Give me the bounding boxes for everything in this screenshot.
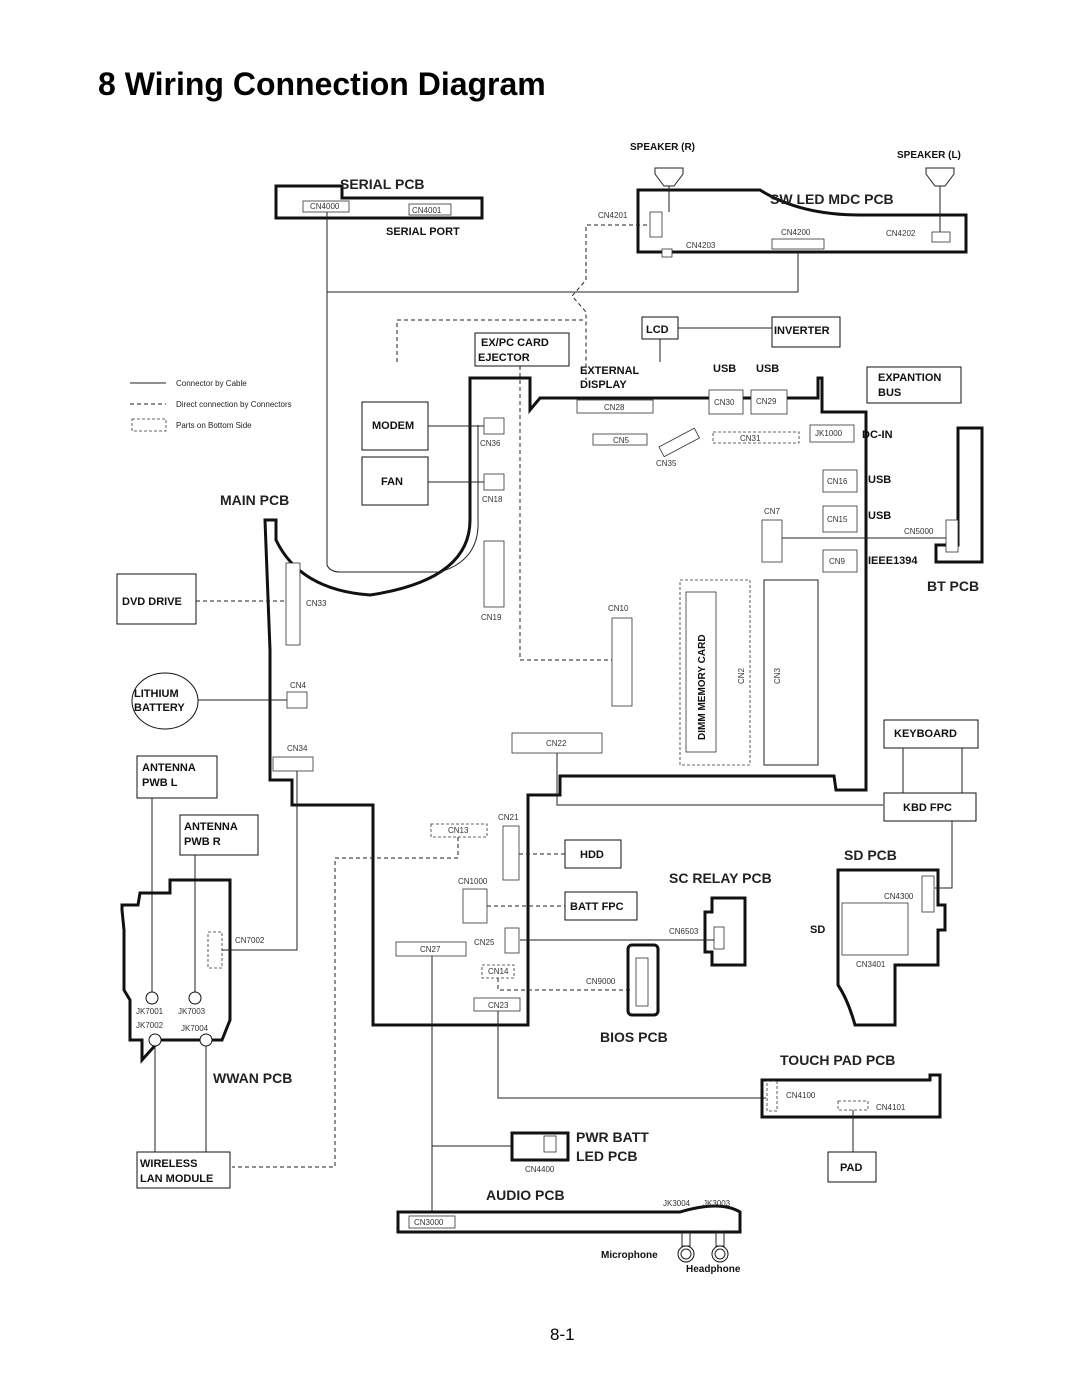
cn4200-box	[772, 239, 824, 249]
headphone-jack-stem	[716, 1232, 724, 1246]
jk7003-label: JK7003	[178, 1007, 206, 1016]
speaker-r-label: SPEAKER (R)	[630, 142, 696, 153]
cn28-label: CN28	[604, 403, 625, 412]
cn14-label: CN14	[488, 967, 509, 976]
inverter-label: INVERTER	[774, 325, 830, 337]
cn4202-label: CN4202	[886, 229, 916, 238]
cn22-label: CN22	[546, 739, 567, 748]
lithium-label-1: LITHIUM	[134, 688, 179, 700]
cn4300-box	[922, 876, 934, 912]
cn4100-box	[767, 1081, 777, 1111]
mic-jack-stem	[682, 1232, 690, 1246]
cn7002-cn34-wire	[222, 771, 297, 950]
usb3-label: USB	[868, 474, 892, 486]
main-pcb-label: MAIN PCB	[220, 492, 290, 508]
jk7003-icon	[189, 992, 201, 1004]
jk7002-icon	[149, 1034, 161, 1046]
cn36-box	[484, 418, 504, 434]
cn6503-label: CN6503	[669, 927, 699, 936]
cn19-label: CN19	[481, 613, 502, 622]
cn1000-box	[463, 889, 487, 923]
cn4-label: CN4	[290, 681, 307, 690]
cn4201-dashed-route	[572, 225, 647, 380]
sc-relay-label: SC RELAY PCB	[669, 870, 772, 886]
cn4203-label: CN4203	[686, 241, 716, 250]
cn10-label: CN10	[608, 604, 629, 613]
external-label-1: EXTERNAL	[580, 365, 640, 377]
antenna-r-label-2: PWB R	[184, 836, 221, 848]
cn6503-box	[714, 927, 724, 949]
cn4400-label: CN4400	[525, 1165, 555, 1174]
dcin-label: DC-IN	[862, 429, 893, 441]
cn30-label: CN30	[714, 398, 735, 407]
cn23-label: CN23	[488, 1001, 509, 1010]
serial-pcb-label: SERIAL PCB	[340, 176, 425, 192]
cn4-box	[287, 692, 307, 708]
cn5000-label: CN5000	[904, 527, 934, 536]
cn4200-label: CN4200	[781, 228, 811, 237]
cn35-box	[659, 428, 699, 456]
audio-pcb-label: AUDIO PCB	[486, 1187, 565, 1203]
antenna-l-label-2: PWB L	[142, 777, 178, 789]
antenna-r-label-1: ANTENNA	[184, 821, 238, 833]
expc-label-1: EX/PC CARD	[481, 337, 549, 349]
main-pcb-board	[265, 378, 866, 1025]
expantion-label-1: EXPANTION	[878, 372, 942, 384]
cn18-box	[484, 474, 504, 490]
pwr-batt-label-2: LED PCB	[576, 1148, 638, 1164]
hdd-label: HDD	[580, 849, 604, 861]
usb4-label: USB	[868, 510, 892, 522]
headphone-label: Headphone	[686, 1264, 741, 1275]
pwr-batt-led-board	[512, 1133, 568, 1160]
cn7002-box	[208, 932, 222, 968]
bt-pcb-board	[936, 428, 982, 562]
cn34-label: CN34	[287, 744, 308, 753]
cn4400-box	[544, 1136, 556, 1152]
headphone-jack-icon	[712, 1246, 728, 1262]
jk7001-icon	[146, 992, 158, 1004]
jk3003-label: JK3003	[703, 1199, 731, 1208]
sd-slot	[842, 903, 908, 955]
cn27-label: CN27	[420, 945, 441, 954]
cn10-box	[612, 618, 632, 706]
cn9000-box	[636, 958, 648, 1006]
sd-pcb-label: SD PCB	[844, 847, 897, 863]
cn9-label: CN9	[829, 557, 846, 566]
legend-direct-text: Direct connection by Connectors	[176, 400, 292, 409]
usb2-label: USB	[756, 363, 780, 375]
wireless-label-1: WIRELESS	[140, 1158, 198, 1170]
cn18-label: CN18	[482, 495, 503, 504]
expc-label-2: EJECTOR	[478, 352, 530, 364]
cn3-label: CN3	[773, 667, 782, 684]
legend	[130, 379, 292, 431]
expantion-label-2: BUS	[878, 387, 902, 399]
cn31-label: CN31	[740, 434, 761, 443]
jk7004-icon	[200, 1034, 212, 1046]
touch-pad-label: TOUCH PAD PCB	[780, 1052, 896, 1068]
cn35-label: CN35	[656, 459, 677, 468]
jk7004-label: JK7004	[181, 1024, 209, 1033]
lithium-label-2: BATTERY	[134, 702, 185, 714]
cn34-box	[273, 757, 313, 771]
jk3004-label: JK3004	[663, 1199, 691, 1208]
dvd-drive-label: DVD DRIVE	[122, 596, 182, 608]
wireless-label-2: LAN MODULE	[140, 1173, 214, 1185]
speaker-r-icon	[655, 168, 683, 186]
cn7-label: CN7	[764, 507, 781, 516]
kbd-fpc-label: KBD FPC	[903, 802, 952, 814]
cn7-box	[762, 520, 782, 562]
sw-led-mdc-label: SW LED MDC PCB	[770, 191, 894, 207]
jk7001-label: JK7001	[136, 1007, 164, 1016]
speaker-l-label: SPEAKER (L)	[897, 150, 961, 161]
modem-label: MODEM	[372, 420, 415, 432]
microphone-jack-icon	[678, 1246, 694, 1262]
keyboard-label: KEYBOARD	[894, 728, 957, 740]
batt-fpc-label: BATT FPC	[570, 901, 624, 913]
legend-cable-text: Connector by Cable	[176, 379, 247, 388]
cn3000-label: CN3000	[414, 1218, 444, 1227]
sd-label: SD	[810, 924, 826, 936]
serial-pcb	[276, 176, 482, 238]
main-pcb	[220, 378, 866, 1025]
bt-pcb-label: BT PCB	[927, 578, 980, 594]
wwan-pcb-label: WWAN PCB	[213, 1070, 293, 1086]
legend-bottom-box	[132, 419, 166, 431]
sw-led-mdc-pcb	[598, 142, 966, 257]
cn4203-box	[662, 249, 672, 257]
cn25-box	[505, 928, 519, 953]
cn16-label: CN16	[827, 477, 848, 486]
cn4101-box	[838, 1101, 868, 1110]
cn4000-label: CN4000	[310, 202, 340, 211]
bios-pcb-label: BIOS PCB	[600, 1029, 668, 1045]
lcd-label: LCD	[646, 324, 669, 336]
cn29-label: CN29	[756, 397, 777, 406]
microphone-label: Microphone	[601, 1250, 658, 1261]
serial-port-label: SERIAL PORT	[386, 226, 460, 238]
cn5-label: CN5	[613, 436, 630, 445]
cn9000-label: CN9000	[586, 977, 616, 986]
pwr-batt-label-1: PWR BATT	[576, 1129, 649, 1145]
cn21-box	[503, 826, 519, 880]
cn4101-label: CN4101	[876, 1103, 906, 1112]
cn4100-label: CN4100	[786, 1091, 816, 1100]
cn4201-box	[650, 212, 662, 237]
fan-label: FAN	[381, 476, 403, 488]
speaker-l-icon	[926, 168, 954, 186]
cn13-wireless-dashed-route	[232, 837, 458, 1167]
cn13-label: CN13	[448, 826, 469, 835]
cn21-label: CN21	[498, 813, 519, 822]
cn5000-box	[946, 520, 958, 552]
jk1000-label: JK1000	[815, 429, 843, 438]
wwan-pcb-board	[122, 880, 230, 1060]
sc-relay-board	[705, 898, 745, 965]
dimm-label: DIMM MEMORY CARD	[697, 634, 708, 740]
external-label-2: DISPLAY	[580, 379, 627, 391]
cn4300-label: CN4300	[884, 892, 914, 901]
cn19-box	[484, 541, 504, 607]
usb1-label: USB	[713, 363, 737, 375]
legend-bottom-text: Parts on Bottom Side	[176, 421, 252, 430]
cn1000-label: CN1000	[458, 877, 488, 886]
lithium-battery	[132, 673, 198, 729]
cn7002-label: CN7002	[235, 936, 265, 945]
page-title: 8 Wiring Connection Diagram	[98, 66, 546, 102]
cn15-label: CN15	[827, 515, 848, 524]
cn3401-label: CN3401	[856, 960, 886, 969]
jk7002-label: JK7002	[136, 1021, 164, 1030]
cn36-label: CN36	[480, 439, 501, 448]
cn4001-label: CN4001	[412, 206, 442, 215]
ieee-label: IEEE1394	[868, 555, 918, 567]
cn23-touchpad-wire	[498, 1011, 766, 1098]
pad-label: PAD	[840, 1162, 863, 1174]
cn4201-label: CN4201	[598, 211, 628, 220]
antenna-l-label-1: ANTENNA	[142, 762, 196, 774]
cn4202-box	[932, 232, 950, 242]
cn33-box	[286, 563, 300, 645]
cn25-label: CN25	[474, 938, 495, 947]
cn33-label: CN33	[306, 599, 327, 608]
page-number: 8-1	[550, 1325, 575, 1344]
cn2-label: CN2	[737, 667, 746, 684]
